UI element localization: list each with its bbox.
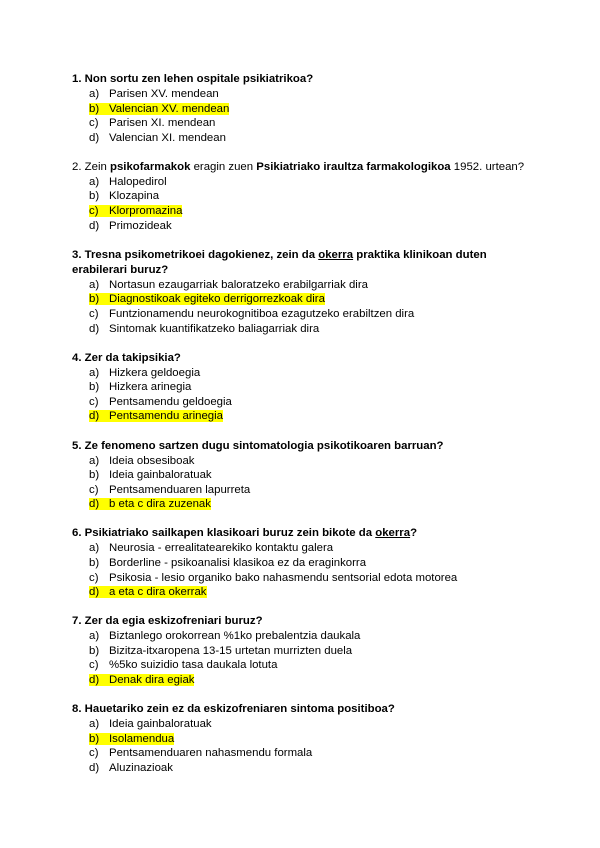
option-letter: b) (89, 556, 100, 569)
question-title (72, 351, 542, 366)
correct-answer-highlight (89, 205, 182, 217)
answer-option (72, 278, 542, 293)
question-8 (72, 702, 542, 775)
option-letter: c) (89, 205, 99, 218)
answer-text-wrap (89, 762, 173, 774)
answer-option (72, 761, 542, 776)
option-text: Valencian XV. mendean (109, 102, 230, 115)
option-text: Ideia obsesiboak (109, 454, 195, 467)
question-5 (72, 439, 542, 512)
option-text: Ideia gainbaloratuak (109, 469, 212, 482)
option-letter: d) (89, 219, 100, 232)
option-letter: a) (89, 454, 100, 467)
option-text: b eta c dira zuzenak (109, 498, 211, 511)
option-text: Halopedirol (109, 175, 167, 188)
question-title-segment: 7. Zer da egia eskizofreniari buruz? (72, 615, 263, 628)
answer-option (72, 175, 542, 190)
option-letter: d) (89, 761, 100, 774)
question-2 (72, 160, 542, 233)
option-letter: b) (89, 644, 100, 657)
question-title (72, 614, 542, 629)
question-title-segment: okerra (318, 248, 354, 261)
correct-answer-highlight (89, 586, 207, 598)
option-text: Borderline - psikoanalisi klasikoa ez da eraginkorra (109, 556, 367, 569)
option-text: Diagnostikoak egiteko derrigorrezkoak dira (109, 293, 325, 306)
answer-option (72, 409, 542, 424)
answer-text-wrap (89, 308, 414, 320)
answer-options (72, 175, 542, 233)
answer-option (72, 644, 542, 659)
answer-text-wrap (89, 279, 368, 291)
answer-option (72, 746, 542, 761)
option-text: Sintomak kuantifikatzeko baliagarriak dira (109, 322, 320, 335)
answer-options (72, 541, 542, 599)
correct-answer-highlight (89, 410, 223, 422)
option-letter: a) (89, 630, 100, 643)
question-title (72, 160, 542, 175)
answer-text-wrap (89, 630, 360, 642)
answer-options (72, 454, 542, 512)
answer-options (72, 366, 542, 424)
answer-text-wrap (89, 484, 250, 496)
option-letter: a) (89, 278, 100, 291)
question-title-segment: 1952. urtean? (450, 160, 525, 173)
answer-option (72, 629, 542, 644)
option-letter: a) (89, 542, 100, 555)
answer-option (72, 322, 542, 337)
option-text: Aluzinazioak (109, 761, 173, 774)
question-title-segment: okerra (375, 527, 411, 540)
correct-answer-highlight (89, 498, 211, 510)
question-1 (72, 72, 542, 145)
answer-text-wrap (89, 323, 319, 335)
option-letter: c) (89, 571, 99, 584)
answer-options (72, 87, 542, 145)
option-letter: d) (89, 131, 100, 144)
option-letter: b) (89, 732, 100, 745)
option-letter: d) (89, 674, 100, 687)
answer-option (72, 116, 542, 131)
question-title-segment: 4. Zer da takipsikia? (72, 351, 181, 364)
answer-text-wrap (89, 645, 352, 657)
correct-answer-highlight (89, 733, 174, 745)
answer-options (72, 278, 542, 336)
option-text: Nortasun ezaugarriak baloratzeko erabilgarriak dira (109, 278, 368, 291)
answer-option (72, 189, 542, 204)
answer-option (72, 732, 542, 747)
option-text: Biztanlego orokorrean %1ko prebalentzia daukala (109, 630, 361, 643)
option-text: Klorpromazina (109, 205, 183, 218)
answer-option (72, 556, 542, 571)
answer-options (72, 629, 542, 687)
answer-text-wrap (89, 220, 172, 232)
option-text: Klozapina (109, 190, 160, 203)
option-letter: c) (89, 117, 99, 130)
answer-text-wrap (89, 455, 195, 467)
option-letter: a) (89, 718, 100, 731)
answer-text-wrap (89, 396, 232, 408)
option-text: Primozideak (109, 219, 172, 232)
question-6 (72, 526, 542, 599)
question-title-segment: Psikiatriako iraultza farmakologikoa (256, 160, 451, 173)
answer-text-wrap (89, 176, 167, 188)
question-title-segment: praktika klinikoan duten erabilerari buruz? (72, 248, 487, 276)
question-title-segment: 3. Tresna psikometrikoei dagokienez, zein da (72, 248, 319, 261)
question-title (72, 702, 542, 717)
option-letter: b) (89, 102, 100, 115)
option-letter: b) (89, 469, 100, 482)
quiz-content (72, 72, 542, 790)
answer-option (72, 131, 542, 146)
answer-option (72, 219, 542, 234)
option-letter: b) (89, 381, 100, 394)
correct-answer-highlight (89, 293, 325, 305)
answer-option (72, 673, 542, 688)
answer-text-wrap (89, 367, 200, 379)
option-text: Pentsamendu geldoegia (109, 395, 232, 408)
option-text: Bizitza-itxaropena 13-15 urtetan murrizten duela (109, 644, 353, 657)
answer-option (72, 571, 542, 586)
option-text: Pentsamendu arinegia (109, 410, 223, 423)
option-letter: c) (89, 307, 99, 320)
option-text: Hizkera arinegia (109, 381, 192, 394)
answer-text-wrap (89, 381, 191, 393)
option-letter: c) (89, 483, 99, 496)
correct-answer-highlight (89, 674, 194, 686)
option-letter: d) (89, 322, 100, 335)
answer-option (72, 468, 542, 483)
option-text: Psikosia - lesio organiko bako nahasmendu sentsorial edota motorea (109, 571, 458, 584)
answer-text-wrap (89, 659, 277, 671)
question-title (72, 526, 542, 541)
question-3 (72, 248, 542, 336)
answer-option (72, 366, 542, 381)
option-text: Valencian XI. mendean (109, 131, 226, 144)
answer-option (72, 541, 542, 556)
answer-option (72, 585, 542, 600)
option-text: Pentsamenduaren lapurreta (109, 483, 251, 496)
question-title-segment: ? (410, 527, 418, 540)
question-7 (72, 614, 542, 687)
answer-option (72, 497, 542, 512)
option-letter: c) (89, 659, 99, 672)
question-title-segment: eragin zuen (190, 160, 257, 173)
option-letter: d) (89, 498, 100, 511)
option-text: a eta c dira okerrak (109, 586, 207, 599)
option-text: Parisen XV. mendean (109, 88, 219, 100)
answer-text-wrap (89, 747, 312, 759)
answer-text-wrap (89, 718, 212, 730)
option-text: Funtzionamendu neurokognitiboa ezagutzeko erabiltzen dira (109, 307, 415, 320)
answer-text-wrap (89, 132, 226, 144)
question-title-segment: 6. Psikiatriako sailkapen klasikoari buruz zein bikote da (72, 527, 376, 540)
answer-text-wrap (89, 469, 212, 481)
answer-text-wrap (89, 572, 457, 584)
option-text: Isolamendua (109, 732, 175, 745)
question-4 (72, 351, 542, 424)
answer-option (72, 658, 542, 673)
answer-option (72, 292, 542, 307)
answer-text-wrap (89, 88, 219, 100)
question-title-segment: 5. Ze fenomeno sartzen dugu sintomatologia psikotikoaren barruan? (72, 439, 444, 452)
answer-option (72, 87, 542, 102)
answer-text-wrap (89, 117, 215, 129)
answer-option (72, 380, 542, 395)
option-letter: b) (89, 293, 100, 306)
option-text: Hizkera geldoegia (109, 366, 201, 379)
option-text: Parisen XI. mendean (109, 117, 216, 130)
answer-options (72, 717, 542, 775)
option-letter: b) (89, 190, 100, 203)
answer-option (72, 483, 542, 498)
question-title-segment: 8. Hauetariko zein ez da eskizofreniaren sintoma positiboa? (72, 703, 395, 716)
question-title-segment: 2. Zein (72, 160, 110, 173)
option-text: Pentsamenduaren nahasmendu formala (109, 747, 313, 760)
option-letter: c) (89, 747, 99, 760)
option-letter: d) (89, 586, 100, 599)
answer-option (72, 307, 542, 322)
option-text: %5ko suizidio tasa daukala lotuta (109, 659, 278, 672)
answer-option (72, 454, 542, 469)
option-letter: a) (89, 175, 100, 188)
question-title (72, 439, 542, 454)
answer-option (72, 102, 542, 117)
correct-answer-highlight (89, 103, 229, 115)
option-letter: c) (89, 395, 99, 408)
option-letter: a) (89, 88, 100, 100)
option-text: Neurosia - errealitatearekiko kontaktu galera (109, 542, 334, 555)
question-title (72, 72, 542, 87)
option-letter: d) (89, 410, 100, 423)
question-title (72, 248, 542, 278)
option-text: Denak dira egiak (109, 674, 195, 687)
answer-text-wrap (89, 557, 366, 569)
answer-option (72, 717, 542, 732)
answer-option (72, 204, 542, 219)
answer-text-wrap (89, 190, 159, 202)
answer-option (72, 395, 542, 410)
question-title-segment: 1. Non sortu zen lehen ospitale psikiatrikoa? (72, 73, 314, 85)
option-letter: a) (89, 366, 100, 379)
answer-text-wrap (89, 542, 333, 554)
question-title-segment: psikofarmakok (110, 160, 191, 173)
option-text: Ideia gainbaloratuak (109, 718, 212, 731)
